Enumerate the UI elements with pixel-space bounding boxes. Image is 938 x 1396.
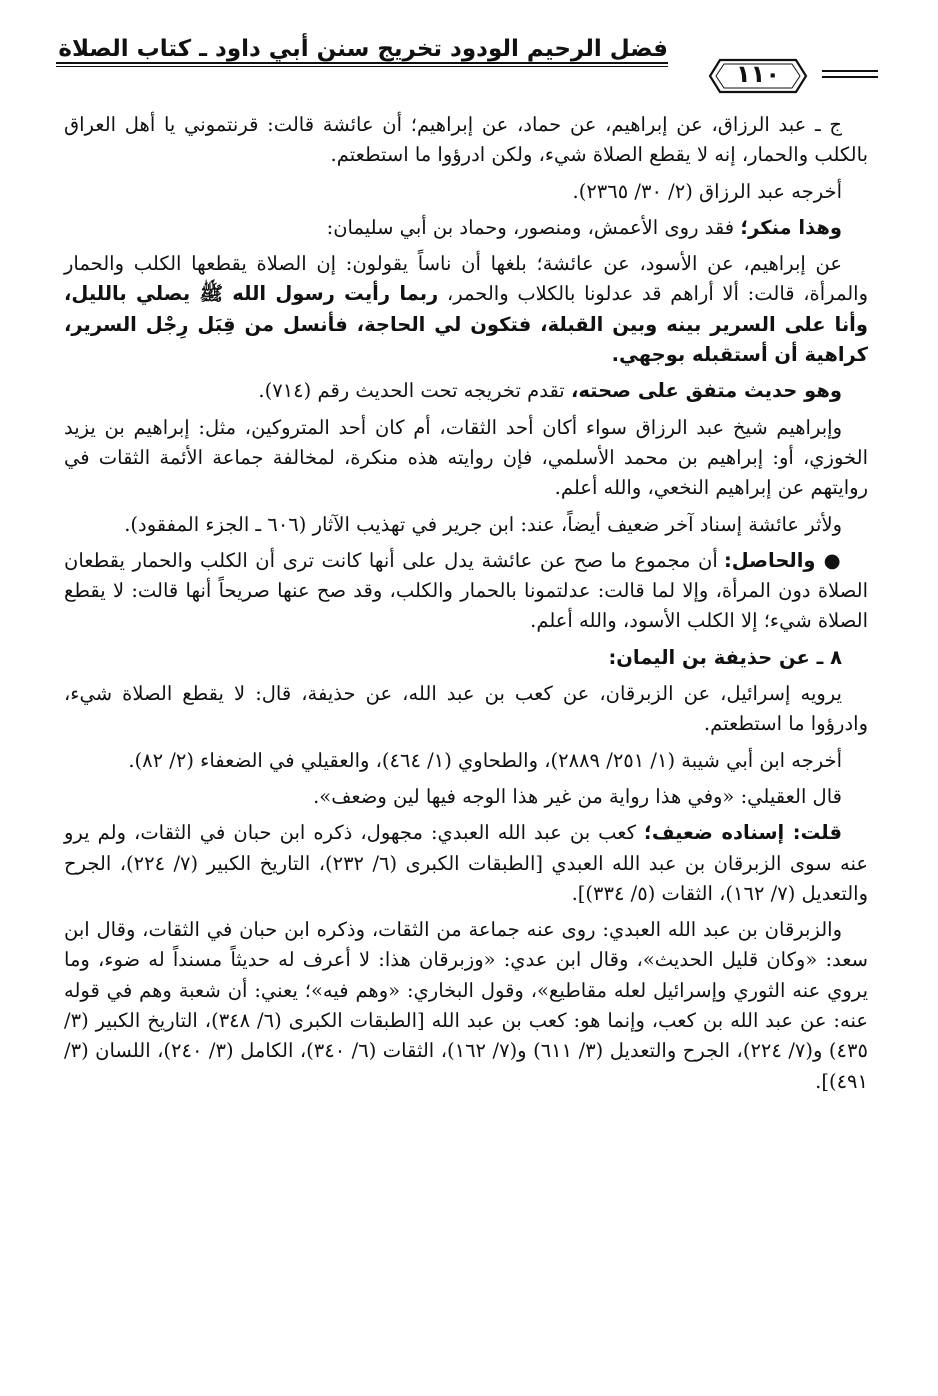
- header-rule: [56, 62, 668, 64]
- paragraph-text: أن مجموع ما صح عن عائشة يدل على أنها كانت ترى أن الكلب والحمار يقطعان الصلاة دون المرأة، وإلا لما قالت: عدلتمونا بالحمار والكلب، وقد صح عنها صريحاً أنها قالت: لا يقطع الصلاة شيء؛ إلا الكلب الأسود، والله أعلم.: [64, 548, 868, 633]
- book-title: فضل الرحيم الودود تخريج سنن أبي داود ـ كتاب الصلاة: [58, 36, 668, 62]
- paragraph-9: يرويه إسرائيل، عن الزبرقان، عن كعب بن عبد الله، عن حذيفة، قال: لا يقطع الصلاة شيء، وادرؤوا ما استطعتم.: [64, 682, 868, 736]
- paragraph-8: [64, 546, 868, 637]
- paragraph-1: ج ـ عبد الرزاق، عن إبراهيم، عن حماد، عن إبراهيم؛ أن عائشة قالت: قرنتموني يا أهل العراق بالكلب والحمار، إنه لا يقطع الصلاة شيء، ولكن ادرؤوا ما استطعتم.: [64, 113, 868, 167]
- header-rule-thin: [56, 66, 668, 67]
- paragraph-5: [64, 376, 868, 406]
- bold-lead: وهذا منكر؛: [740, 215, 842, 239]
- paragraph-2: أخرجه عبد الرزاق (٢/ ٣٠/ ٢٣٦٥).: [572, 179, 842, 203]
- paragraph-13: والزبرقان بن عبد الله العبدي: روى عنه جماعة من الثقات، وذكره ابن حبان في الثقات، وقال ابن سعد: «وكان قليل الحديث»، وقال ابن عدي: «وزبرقان هذا: لا أعرف له حديثاً مسنداً له ضوء، وما يروي عنه الثوري وإسرائيل لعله مقاطيع»، وقول البخاري: «وهم فيه»؛ يعني: أن شعبة وهم في قوله عنه: عن عبد الله بن كعب، وإنما هو: كعب بن عبد الله [الطبقات الكبرى (٦/ ٣٤٨)، التاريخ الكبير (٣/ ٤٣٥) و(٧/ ٢٢٤)، الجرح والتعديل (٣/ ٦١١) و(٧/ ١٦٢)، الثقات (٦/ ٣٤٠)، الكامل (٣/ ٢٤٠)، اللسان (٣/ ٤٩١)].: [64, 918, 868, 1093]
- page-number: ١١٠: [736, 60, 780, 88]
- paragraph-12: [64, 818, 868, 909]
- paragraph-text: عن إبراهيم، عن الأسود، عن عائشة؛ بلغها أن ناساً يقولون: إن الصلاة يقطعها الكلب والحمار والمرأة، قالت: ألا أراهم قد عدلونا بالكلاب والحمر،: [64, 252, 868, 306]
- paragraph-10: أخرجه ابن أبي شيبة (١/ ٢٥١/ ٢٨٨٩)، والطحاوي (١/ ٤٦٤)، والعقيلي في الضعفاء (٢/ ٨٢).: [128, 748, 842, 772]
- paragraph-text: تقدم تخريجه تحت الحديث رقم (٧١٤).: [258, 379, 571, 403]
- bold-lead: ● والحاصل:: [723, 548, 842, 572]
- bold-lead: قلت: إسناده ضعيف؛: [644, 821, 842, 845]
- paragraph-3: [64, 213, 868, 243]
- header-side-lines: [822, 70, 878, 82]
- running-header: [56, 22, 878, 102]
- paragraph-text: كعب بن عبد الله العبدي: مجهول، ذكره ابن حبان في الثقات، ولم يرو عنه سوى الزبرقان بن عبد الله العبدي [الطبقات الكبرى (٦/ ٢٣٢)، التاريخ الكبير (٧/ ٢٢٤)، الجرح والتعديل (٧/ ١٦٢)، الثقات (٥/ ٣٣٤)].: [64, 821, 868, 905]
- bold-lead: وهو حديث متفق على صحته،: [570, 379, 842, 403]
- paragraph-7: ولأثر عائشة إسناد آخر ضعيف أيضاً، عند: ابن جرير في تهذيب الآثار (٦٠٦ ـ الجزء المفقود).: [124, 512, 842, 536]
- paragraph-4: [64, 249, 868, 370]
- section-heading: ٨ ـ عن حذيفة بن اليمان:: [608, 645, 842, 669]
- paragraph-6: وإبراهيم شيخ عبد الرزاق سواء أكان أحد الثقات، أم كان أحد المتروكين، مثل: إبراهيم بن يزيد الخوزي، أو: إبراهيم بن محمد الأسلمي، فإن روايته هذه منكرة، لمخالفة جماعة الأئمة الثقات في روايتهم عن إبراهيم النخعي، والله أعلم.: [64, 415, 868, 500]
- page-body: [64, 110, 868, 1380]
- page-number-badge: [706, 56, 810, 96]
- bold-quote: ربما رأيت رسول الله ﷺ يصلي بالليل، وأنا على السرير بينه وبين القبلة، فتكون لي الحاجة، فأنسل من قِبَل رِجْل السرير، كراهية أن أستقبله بوجهي.: [64, 282, 868, 367]
- paragraph-11: قال العقيلي: «وفي هذا رواية من غير هذا الوجه فيها لين وضعف».: [313, 784, 842, 808]
- paragraph-text: فقد روى الأعمش، ومنصور، وحماد بن أبي سليمان:: [326, 215, 741, 239]
